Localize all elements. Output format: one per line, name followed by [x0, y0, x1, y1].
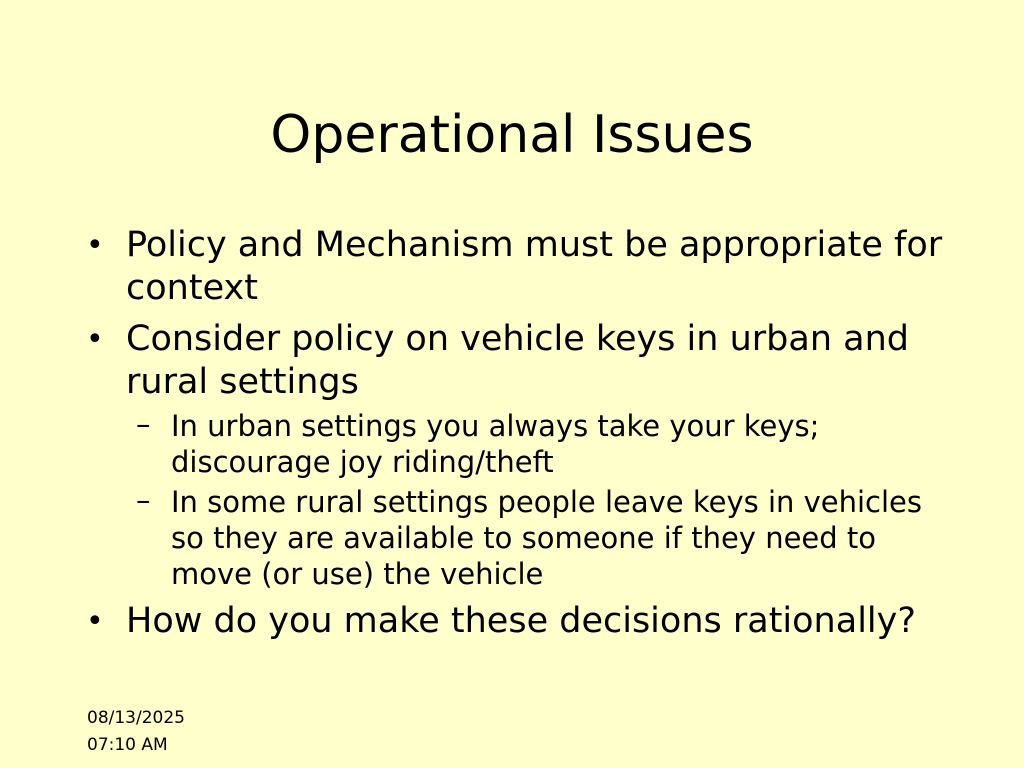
bullet-item	[84, 318, 954, 592]
sub-bullet-item	[126, 408, 954, 480]
dash-icon: –	[136, 483, 151, 517]
sub-bullet-text: In urban settings you always take your keys; discourage joy riding/theft	[171, 409, 820, 479]
bullet-text: Policy and Mechanism must be appropriate for context	[126, 225, 943, 308]
bullet-item	[84, 224, 954, 310]
sub-bullet-text: In some rural settings people leave keys in vehicles so they are available to someone if they need to move (or use) the vehicle	[171, 485, 922, 591]
sub-bullet-list	[126, 408, 954, 592]
bullet-text: How do you make these decisions rationally?	[126, 601, 916, 641]
bullet-icon: •	[86, 322, 104, 357]
bullet-text: Consider policy on vehicle keys in urban and rural settings	[126, 319, 909, 402]
dash-icon: –	[136, 407, 151, 441]
footer-date: 08/13/2025	[87, 708, 185, 728]
slide-title: Operational Issues	[270, 105, 754, 165]
footer-time: 07:10 AM	[87, 735, 168, 755]
bullet-icon: •	[86, 604, 104, 639]
bullet-item	[84, 600, 954, 643]
bullet-icon: •	[86, 228, 104, 263]
sub-bullet-item	[126, 484, 954, 592]
bullet-list	[84, 224, 954, 651]
